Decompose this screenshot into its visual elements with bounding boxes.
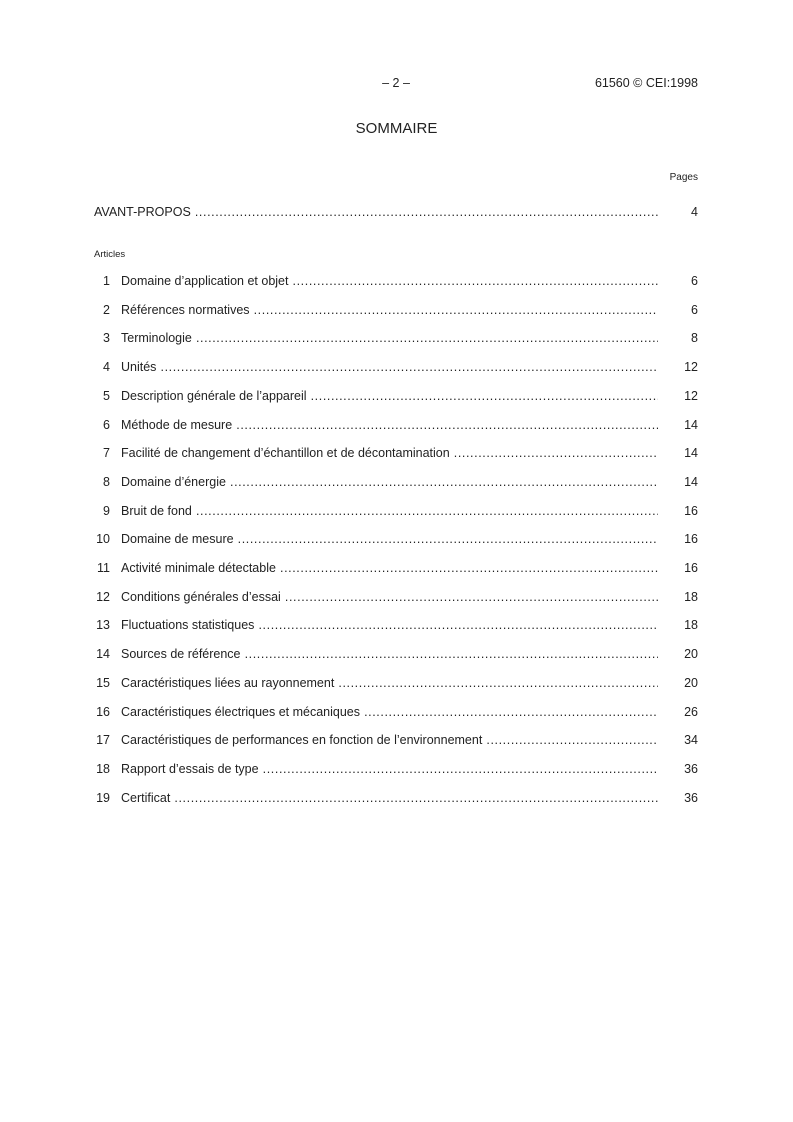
toc-entry-label: Rapport d’essais de type .....: [121, 760, 658, 778]
toc-entry[interactable]: [94, 416, 698, 434]
toc-entry[interactable]: [94, 703, 698, 721]
toc-entry-label: Facilité de changement d’échantillon et de décontamination .....: [121, 444, 658, 462]
toc-entry[interactable]: [94, 760, 698, 778]
toc-entry-number: 7: [103, 446, 110, 461]
toc-entry-number: 13: [96, 618, 110, 633]
toc-entry-number: 17: [96, 733, 110, 748]
toc-entry-number: 4: [103, 360, 110, 375]
toc-entry-page: 14: [684, 474, 698, 489]
toc-entry-page: 16: [684, 561, 698, 575]
toc-entry[interactable]: [94, 674, 698, 692]
toc-entry-number: 1: [103, 274, 110, 288]
toc-entry-page: 4: [691, 205, 698, 219]
toc-entry-label: AVANT-PROPOS .....: [94, 203, 658, 221]
toc-entry[interactable]: [94, 530, 698, 548]
toc-entry-label: Méthode de mesure .....: [121, 416, 658, 434]
document-reference: 61560 © CEI:1998: [594, 76, 698, 90]
toc-entry-number: 3: [103, 331, 110, 346]
toc-entry-label: Activité minimale détectable .....: [121, 559, 658, 577]
toc-entry[interactable]: [94, 616, 698, 634]
toc-entry[interactable]: [94, 387, 698, 405]
toc-entry-number: 9: [103, 503, 110, 518]
toc-entry[interactable]: [94, 588, 698, 606]
toc-entry-label: Unités .....: [121, 358, 658, 376]
toc-entry[interactable]: [94, 301, 698, 319]
toc-entry-label: Domaine de mesure .....: [121, 530, 658, 548]
toc-entry-label: Caractéristiques liées au rayonnement .....: [121, 674, 658, 692]
toc-entry-page: 14: [684, 446, 698, 461]
toc-entry-label: Conditions générales d’essai .....: [121, 588, 658, 606]
toc-entry-label: Certificat .....: [121, 789, 658, 807]
toc-entry-page: 16: [684, 503, 698, 518]
toc-entry-label: Domaine d’application et objet .....: [121, 272, 658, 290]
toc-entry-number: 2: [103, 302, 110, 317]
toc-entry-number: 18: [96, 761, 110, 776]
pages-column-label: Pages: [669, 172, 698, 183]
toc-entry-page: 14: [684, 417, 698, 432]
toc-entry-label: Bruit de fond .....: [121, 502, 658, 520]
toc-entry-label: Fluctuations statistiques .....: [121, 616, 658, 634]
toc-entry-label: Terminologie .....: [121, 329, 658, 347]
toc-entry-page: 18: [684, 618, 698, 633]
toc-entry-number: 16: [96, 704, 110, 719]
articles-label: Articles: [94, 249, 126, 260]
page-title: SOMMAIRE: [355, 120, 438, 137]
toc-entry-page: 6: [691, 302, 698, 317]
toc-entry-number: 19: [96, 790, 110, 805]
toc-entry-label: Caractéristiques de performances en fonction de l’environnement .....: [121, 731, 658, 749]
toc-entry-number: 8: [103, 474, 110, 489]
toc-entry-page: 12: [684, 360, 698, 375]
toc-entry-number: 14: [96, 647, 110, 662]
toc-entry-page: 36: [684, 761, 698, 776]
toc-entry-page: 16: [684, 532, 698, 547]
toc-entry-number: 10: [96, 532, 110, 547]
toc-entry-page: 20: [684, 647, 698, 662]
page-number: – 2 –: [382, 76, 410, 90]
toc-entry-page: 34: [684, 733, 698, 748]
toc-entry-page: 26: [684, 704, 698, 719]
toc-entry[interactable]: [94, 272, 698, 290]
toc-entry-page: 36: [684, 790, 698, 805]
toc-entry-page: 18: [684, 589, 698, 604]
toc-entry[interactable]: [94, 502, 698, 520]
toc-entry-number: 15: [96, 675, 110, 690]
toc-entry[interactable]: [94, 329, 698, 347]
toc-entry[interactable]: [94, 473, 698, 491]
toc-entry[interactable]: [94, 789, 698, 807]
toc-entry-page: 20: [684, 675, 698, 690]
toc-entry[interactable]: [94, 731, 698, 749]
toc-entry-label: Domaine d’énergie .....: [121, 473, 658, 491]
toc-entry[interactable]: [94, 358, 698, 376]
toc-entry-foreword[interactable]: [94, 203, 698, 221]
toc-entry[interactable]: [94, 645, 698, 663]
toc-entry-page: 6: [691, 274, 698, 288]
toc-entry-page: 12: [684, 388, 698, 403]
toc-entry-number: 11: [97, 561, 110, 575]
toc-entry-label: Caractéristiques électriques et mécaniques .....: [121, 703, 658, 721]
toc-entry[interactable]: [94, 444, 698, 462]
toc-entry-number: 5: [103, 388, 110, 403]
toc-entry-label: Sources de référence .....: [121, 645, 658, 663]
toc-entry-number: 12: [96, 589, 110, 604]
toc-entry-page: 8: [691, 331, 698, 346]
toc-entry[interactable]: [94, 559, 698, 577]
toc-entry-label: Description générale de l’appareil .....: [121, 387, 658, 405]
toc-entry-number: 6: [103, 417, 110, 432]
toc-entry-label: Références normatives .....: [121, 301, 658, 319]
